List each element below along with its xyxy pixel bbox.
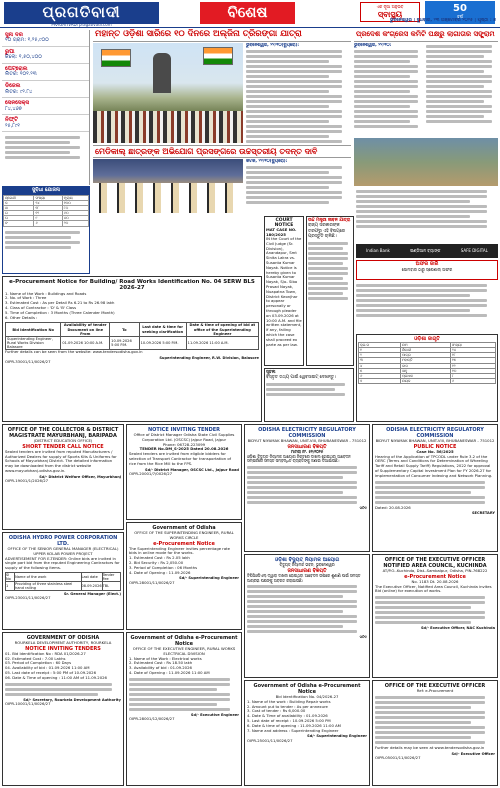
notice-title: ODISHA ELECTRICITY REGULATORY COMMISSION [386, 427, 484, 439]
notice-sign: ସଚିବ [359, 635, 367, 640]
table-cell: ୨୪ [450, 348, 495, 353]
rate-item [2, 115, 89, 132]
table-cell: ୧୮ [450, 353, 495, 358]
notice-body: The Superintending Engineer invites percentage rate bids in online mode for the works. [129, 545, 230, 556]
notice-sign: Sd/- District Welfare Officer, Mayurbhanj [39, 474, 121, 479]
eproc-sign: Superintending Engineer, R.W. Division, Balasore [159, 355, 259, 360]
scheme-table [2, 186, 90, 274]
table-cell: Providing of three stainless steel hand railing [15, 582, 81, 591]
building-repair-notice [244, 680, 370, 786]
scheme-table-notes [3, 227, 89, 253]
table-cell: 10.09.2026 5:00 P.M. [110, 336, 139, 349]
bank-ad-mid: ଇଣ୍ଡିଆନ ବ୍ୟାଙ୍କ [410, 247, 441, 253]
table-cell: କ [4, 200, 34, 205]
notice-date: Dated: 20.08.2026 [375, 504, 411, 510]
middle-article [306, 216, 354, 366]
notice-addr: BIDYUT NIYAMAK BHAWAN, UNIT-VIII, BHUBANESWAR - 751012 [247, 438, 367, 443]
notice-sub: OFFICE OF THE SUPERINTENDING ENGINEER, RURAL WORKS CIRCLE [134, 530, 234, 540]
notice-sign: Sd/- Executive Engineer [190, 712, 239, 717]
table-cell: ଖ [4, 206, 34, 211]
rate-value: ୮୪,୪୬୭ [5, 105, 22, 112]
table-cell: ୨୪ [34, 200, 62, 205]
notice-case: No. 1183 Dt. 20.08.2026 [411, 578, 459, 584]
table-cell: ୪୦ [62, 216, 88, 221]
table-cell: ୪ [359, 363, 401, 368]
notice-item: 3. Cost of tender : Rs 6,000.00 [247, 708, 306, 714]
rate-value: ୧୦ ଗ୍ରାମ: ୧,୨୫,୯୦୦ [5, 37, 49, 44]
rate-item [2, 47, 89, 64]
notice-item: 4. Date & Time of availability : 01.09.2026 [247, 713, 328, 719]
notice-title: Government of Odisha [152, 525, 216, 531]
anniversary-label: ବର୍ଷ [457, 13, 463, 19]
table-cell: ସାହୁ [400, 368, 450, 373]
notice-tender-no: TENDER No.DM_S-2025 Dated 20.08.2026 [139, 446, 229, 452]
table-header: Availability of tender Document on line From [61, 323, 110, 336]
paper-logo-sub: PRAGATIVADI pragativadi.com [51, 23, 112, 27]
rda-tender-notice [2, 632, 124, 786]
table-cell: ୧୨ [34, 211, 62, 216]
table-cell: 11.09.2026 11:00 A.M. [186, 336, 258, 349]
notice-body: ଟିପିସିଓଡିଏଲ୍ ଦ୍ୱାରା ଦାଖଲ ହୋଇଥିବା ଆବେଦନ ଉପରେ ଶୁଣାଣି ପାଇଁ ସମସ୍ତ ଆଗ୍ରହୀ ପକ୍ଷଙ୍କୁ ଅବଗତ କରାଯାଉଛି। [247, 572, 361, 583]
notice-sub: ବିଦ୍ୟୁତ୍ ନିୟାମକ ଭବନ, ଭୁବନେଶ୍ୱର [279, 562, 335, 567]
eproc-title: e-Procurement Notice for Building/ Road Works Identification No. 04 SERW BLS 2026-27 [9, 279, 255, 292]
rate-label: ରୁପା [5, 49, 15, 56]
table-header: Bid Identification No [6, 323, 61, 336]
table-row [6, 582, 121, 591]
notice-item: 02. Estimated Cost : 7.00 Lakhs [5, 655, 66, 661]
table-cell: ଗ [4, 211, 34, 216]
table-cell: Sl No [6, 572, 15, 581]
rates-filler [2, 132, 89, 163]
notice-title: GOVERNMENT OF ODISHA [26, 635, 100, 641]
notice-body: Sealed tenders are invited from eligible bidders for selection of Transport Contractor for transportation of rice from the Rice Mill to the FPS. [129, 451, 232, 466]
oscsc-tender-notice [126, 424, 242, 520]
notice-body: Hearing of the Application of TPCODL under Rule 3.2 of the OERC (Terms and Conditions for Determination of Wheeling Tariff and Retail Supply Tariff) Regulations, 2022 for approval of Supplementary Capital Investment Plan for FY 2026-27 for implementation of Consumer Indexing and Network Planning. [375, 453, 493, 478]
table-cell: ୧୦ [450, 368, 495, 373]
rate-value: ୨୫,୮୯୧ [5, 122, 20, 129]
table-cell: ଙ [4, 221, 34, 226]
notice-case: Case No. 56/2025 [416, 448, 454, 454]
table-cell: Last date [81, 572, 102, 581]
notice-item: 6. Date & time of opening : 11.09.2026 11:00 AM [247, 722, 341, 728]
table-cell: ୬ [359, 373, 401, 378]
oerc-english-notice [372, 424, 498, 552]
table-cell: ଦାସ [400, 363, 450, 368]
rate-label: ସୁନା ଦର [5, 32, 23, 38]
notice-sign: Sd/- Executive Officer, NAC Kuchinda [420, 626, 495, 631]
table-cell: ନାମ [400, 343, 450, 348]
table-cell: ୮୦ [62, 206, 88, 211]
notice-item: 06. Date & Time of opening : 11:00 AM of 11.09.2026 [5, 674, 107, 680]
table-cell: ୬ [34, 221, 62, 226]
rate-item [2, 98, 89, 115]
notice-body: The Executive Officer, Notified Area Council, Kuchinda invites Bid (online) for execution of works. [375, 583, 492, 594]
notice-oipr: OIPR-19001/1/2026/27 [5, 477, 49, 483]
right-table-title: ଓଡ଼ିଶା ଜାଗୃତି [414, 336, 440, 342]
eproc-item: 3. Estimated Cost : As per Detail Rs 6.21 to Rs 26.98 lakh [5, 300, 115, 306]
notice-sub: Bid Identification No. 04/2026-27 [275, 694, 339, 699]
table-cell: ୯ [34, 216, 62, 221]
notice-oipr: OIPR-25001/11/0026/27 [247, 737, 293, 743]
notice-heading: SHORT TENDER CALL NOTICE [22, 443, 104, 450]
notice-item: 3. Period of Completion : 06 Months [129, 564, 198, 570]
people-figure [93, 183, 243, 213]
notice-item: 1. Name of the work : Building Repair works [247, 698, 331, 704]
notice-oipr: OIPR-23001/11/0026/27 [5, 595, 51, 601]
market-rates-column [2, 30, 90, 185]
notice-sign: Sd/- Secretary, Rourkela Development Authority [23, 697, 121, 702]
right-table-block [356, 334, 498, 422]
table-row [6, 336, 259, 349]
table-row [6, 323, 259, 336]
scheme-table-title: ସୁବିଧା ଯୋଜନା [3, 187, 89, 195]
right-middle-article [356, 188, 498, 244]
rate-item [2, 81, 89, 98]
notice-item: 2. Estimated Cost : Rs 18.50 lakh [129, 660, 193, 666]
story1-photo [93, 43, 243, 143]
middle-notice [264, 368, 354, 422]
cover-ad-line2: ସ୍ବାସ୍ଥ୍ୟ [377, 9, 403, 19]
table-cell: Tender Fee [102, 572, 120, 581]
court-body: IN the Court of the Civil Judge (Sr. Division), Anandapur, Smt Sinita Lakra vs. Susanta Kumar Nayak. Notice is hereby given to Susanta Kumar Nayak, S/o- Sibo Prasad Nayak, Nuapatna Town, District Keonjhar to appear personally or through pleader on 03.09.2026 at 10:00 A.M. and file written statement, if any, failing which the case shall proceed ex parte as per law. [266, 236, 302, 347]
table-row [359, 378, 496, 383]
notice-item: 1. Name of the Work : Electrical works [129, 655, 202, 661]
table-cell: ଶିବାଜୀ [400, 348, 450, 353]
notice-item: 2. Amount put to tender : As per annexure [247, 703, 328, 709]
notice-item: 7. Name and address : Superintending Engineer [247, 727, 339, 733]
paper-logo: ପ୍ରଗତିବାଦୀ [4, 2, 159, 24]
ohpc-tender-notice [2, 532, 124, 630]
notice-oipr: OIPR-20001/7/0026/27 [129, 470, 173, 476]
notice-heading: ଜନସାଧାରଣ ବିଜ୍ଞପ୍ତି [287, 567, 327, 574]
notice-title: OFFICE OF THE COLLECTOR & DISTRICT MAGISTRATE MAYURBHANJ, BARIPADA [7, 427, 119, 439]
table-cell: ସଂଖ୍ୟା [450, 343, 495, 348]
notice-heading: e-Procurement Notice [404, 573, 466, 580]
right-lower-article [356, 282, 498, 332]
table-cell: ପ୍ରଧାନ [400, 373, 450, 378]
dateline: ଭୁବନେଶ୍ୱର | ବୁଧବାର, ୨୩ ଅକ୍ଟୋବର ୨୦୨୫ | ପୃଷ୍ଠା : ୭ [389, 18, 496, 23]
notice-addr: BIDYUT NIYAMAK BHAWAN, UNIT-VIII, BHUBANESWAR - 751012 [375, 438, 495, 443]
notice-body: Further details may be seen at www.tendersodisha.gov.in [375, 744, 485, 750]
story1-body [246, 43, 350, 143]
notice-item: 04. Availability of bid : 01.09.2026 11:00 AM [5, 665, 90, 671]
story3-headline: ପ୍ରଦେଶ କଂଗ୍ରେସ କମିଟି ପକ୍ଷରୁ ଲାଗାତାର ସଙ୍ଗ୍ରାମ [354, 29, 498, 42]
notice-sign: Sd/- Superintending Engineer [307, 734, 367, 739]
story3-photo [354, 138, 498, 186]
table-cell: ପାତ୍ର [400, 353, 450, 358]
scheme-table-grid [3, 195, 89, 227]
notice-heading: PUBLIC NOTICE [413, 443, 457, 450]
cover-ad-line1: ଏକ ନୂଆ ଅନୁଭବ [376, 4, 404, 9]
eproc-item: 5. Time of Completion : 3 Months (Three Calender Month) [5, 309, 115, 315]
table-header: Date & time of opening of bid at office of the Superintending Engineer [186, 323, 258, 336]
story2-byline: କଟକ, ୨୨/୧୦(ବ୍ୟୁରୋ): [246, 159, 288, 164]
notice-oipr: OIPR-28001/11/0026/27 [129, 579, 175, 585]
notice-sign: Sd/- Executive Officer [451, 751, 495, 756]
table-cell: ୩ [359, 358, 401, 363]
table-cell: ୨ [359, 353, 401, 358]
rate-value: ଲିଟର: ୯୨.୮୪ [5, 88, 33, 95]
eproc-footer: Further details can be seen from the website: www.tendersodisha.gov.in [5, 349, 143, 355]
middle-notice-title: ସୂଚନା [266, 370, 276, 375]
table-cell: ଶ୍ରେଣୀ [4, 195, 34, 200]
offer-title: ଅଫର ଜାରି [415, 261, 439, 267]
table-cell: ୬୦ [62, 211, 88, 216]
rate-label: ପେଟ୍ରୋଲ [5, 66, 28, 73]
notice-title: Government of Odisha e-Procurement Notice [253, 683, 361, 695]
middle-article-title: ଉଚ୍ଚ ମନ୍ତ୍ରୀ ଜୀବନ ଯାତ୍ରା [308, 218, 351, 223]
table-cell: ୨୦ [62, 221, 88, 226]
notice-title: ଓଡ଼ିଶା ବିଦ୍ୟୁତ୍ ନିୟାମକ ଆୟୋଗ [274, 557, 340, 563]
right-table [358, 342, 496, 384]
table-cell: କ୍ର.ସ [359, 343, 401, 348]
crowd-figure [93, 111, 243, 143]
notice-sub: ROURKELA DEVELOPMENT AUTHORITY, ROURKELA [14, 640, 112, 645]
table-cell: Name of the work [15, 572, 81, 581]
eproc-oipr: OIPR-33001/11/0026/27 [5, 359, 51, 365]
bank-ad-right: SAFE DIGITAL [460, 247, 488, 253]
rate-item [2, 30, 89, 47]
notice-case: ମାମଲା ନଂ. ୫୨/୨୦୨୫ [290, 448, 324, 454]
notice-title: NOTICE INVITING TENDER [147, 427, 221, 433]
table-cell: ୧୦୦ [62, 200, 88, 205]
notice-oipr: OIPR-28001/12/0026/27 [129, 715, 175, 721]
notice-sign: Sr. General Manager (Elect.) [63, 592, 121, 597]
table-cell: 10.09.2026 5:00 P.M. [139, 336, 186, 349]
notice-sign: ସଚିବ [359, 506, 367, 511]
notice-title: OFFICE OF THE EXECUTIVE OFFICER [384, 683, 486, 689]
notice-sub: (DISTRICT EDUCATION OFFICE) [33, 438, 93, 443]
eproc-item: 6. Other Details : [5, 314, 38, 320]
notice-item: 1. Estimated Cost : Rs 2.05 lakh [129, 555, 190, 561]
notice-title: OFFICE OF THE EXECUTIVE OFFICER [384, 557, 486, 563]
rate-item [2, 64, 89, 81]
table-cell: ମହାନ୍ତି [400, 358, 450, 363]
court-case: MAT CASE NO. 180/2025 [266, 227, 297, 237]
table-cell: ୬ [450, 378, 495, 383]
table-cell: 01.09.2026 10:00 A.M. [61, 336, 110, 349]
flag-icon [101, 49, 131, 67]
eproc-item: 1. Name of the Work : Buildings and Roads [5, 290, 87, 296]
eproc-table [5, 322, 259, 350]
table-cell: ୧୫ [450, 358, 495, 363]
notice-title: ODISHA ELECTRICITY REGULATORY COMMISSION [258, 427, 356, 439]
rate-label: ଡିଜେଲ [5, 83, 21, 90]
notice-oipr: OIPR-10001/11/0026/27 [5, 700, 51, 706]
court-title: COURT NOTICE [274, 218, 294, 229]
table-cell: ୧୨ [450, 363, 495, 368]
notice-item: 03. Period of Completion : 60 Days [5, 660, 72, 666]
story2-body [246, 159, 350, 213]
ohpc-table [5, 572, 121, 591]
table-cell: ୭ [359, 378, 401, 383]
notice-item: 05. Last date of receipt : 5:00 PM of 10.09.2026 [5, 669, 96, 675]
notice-title: Government of Odisha e-Procurement Notice [130, 635, 238, 647]
rate-label: ସେନସେକ୍ସ [5, 100, 30, 107]
notice-heading: e-Procurement Notice [153, 540, 215, 547]
executive-officer-notice [372, 680, 498, 786]
bank-ad-band [356, 244, 498, 258]
table-row [4, 221, 89, 226]
notice-sub: OFFICE OF THE SENIOR GENERAL MANAGER (ELECTRICAL) UPPER KOLAB POWER PROJECT [7, 546, 119, 556]
notice-item: 4. Date of Opening : 11.09.2026 [129, 569, 191, 575]
table-cell: 1 [6, 582, 15, 591]
rate-value: କିଲୋ: ୧,୫୦,୪୦୦ [5, 54, 42, 61]
table-cell: Superintending Engineer, Rural Works Division Balasore [6, 336, 61, 349]
story1-byline: ଭୁବନେଶ୍ୱର, ୨୨/୧୦(ବ୍ୟୁରୋ): [246, 43, 300, 48]
offer-text: ସୋମବାର ଠାରୁ ସ୍ପେଶାଲ୍ ଅଫର [401, 266, 453, 272]
bank-ad-left: Indian Bank [366, 247, 390, 253]
notice-sign: Sd/- Superintending Engineer [179, 576, 239, 581]
middle-notice-body: ବିସ୍ତୃତ ତଥ୍ୟ ପାଇଁ ୱେବସାଇଟ୍ ଦେଖନ୍ତୁ। [266, 375, 336, 381]
table-cell: ଘ [4, 216, 34, 221]
notice-sign: SECRETARY [471, 511, 495, 516]
notice-item: 2. Bid Security : Rs 2,050.00 [129, 559, 184, 565]
offer-box [356, 260, 498, 280]
table-cell: ୫ [359, 368, 401, 373]
table-cell: 08.09.2026 [81, 582, 102, 591]
table-cell: ୧୮ [34, 206, 62, 211]
rwed-eproc-notice [126, 632, 242, 786]
story2-headline: ମେଡିକାଲ୍ ଛାତ୍ରଙ୍କ ଅଭିଯୋଗ ପ୍ରସଙ୍ଗରେ ଉଚ୍ଚସ୍ତରୀୟ ତଦନ୍ତ ଦାବି [93, 145, 351, 158]
table-cell: ସଂଖ୍ୟା [34, 195, 62, 200]
table-cell: ୧ [359, 348, 401, 353]
table-cell: TBL [102, 582, 120, 591]
oerc-odia-notice [244, 424, 370, 552]
notice-oipr: OIPR-05001/11/0026/27 [375, 754, 421, 760]
anniversary-number: 50 [453, 3, 467, 14]
notice-sub: OFFICE OF THE EXECUTIVE ENGINEER, RURAL WORKS ELECTRICAL DIVISION [132, 646, 236, 656]
flag-icon [203, 47, 233, 65]
notice-item: 3. Availability of bid : 01.09.2026 [129, 665, 192, 671]
table-header: To [110, 323, 139, 336]
table-cell: ୮ [450, 373, 495, 378]
statue-figure [153, 53, 171, 93]
court-notice [264, 216, 304, 366]
oerc-odia-notice-2 [244, 554, 370, 678]
notice-body: ଓଡ଼ିଶା ବିଦ୍ୟୁତ ନିୟାମକ ଆୟୋଗ ନିକଟରେ ଦାଖଲ ହୋଇଥିବା ଆବେଦନ ସମ୍ପର୍କରେ ସମସ୍ତ ସମ୍ବନ୍ଧିତ ବ୍ୟକ୍ତିଙ୍କୁ ଜଣାଇ ଦିଆଯାଉଛି। [247, 453, 351, 464]
table-row [6, 572, 121, 581]
table-cell: ମୂଲ୍ୟ [62, 195, 88, 200]
eprocurement-notice [2, 276, 262, 422]
notice-sign: Sd/- District Manager, OSCSC Ltd., Jajpur Road [144, 467, 239, 472]
eproc-item: 2. No. of Work : Three [5, 295, 47, 301]
story2-photo [93, 159, 243, 213]
collector-tender-notice [2, 424, 124, 530]
notice-body: ADVERTISEMENT FOR E-TENDER: Online bids are invited in single part bid from the reputed Engineering Contractors for supply of the following items. [5, 555, 120, 571]
notice-item: 5. Last date of receipt : 10.09.2026 5:00 PM [247, 717, 331, 723]
notice-org: Office of District Manager Odisha State Civil Supplies Corporation Ltd. (OSCSC) Jajpur Road, Jajpur [133, 432, 235, 442]
notice-heading: ଜନସାଧାରଣ ବିଜ୍ଞପ୍ତି [287, 443, 327, 450]
table-header: Last date & time for seeking clarification [139, 323, 186, 336]
nac-kuchinda-notice [372, 554, 498, 678]
table-cell: ନାୟକ [400, 378, 450, 383]
notice-title: ODISHA HYDRO POWER CORPORATION LTD. [8, 535, 118, 547]
section-title: ବିଶେଷ [200, 2, 295, 24]
notice-item: 01. Bid Identification No : RDA 01/2026-27 [5, 650, 86, 656]
story3-byline: ଭୁବନେଶ୍ୱର, ୨୨/୧୦: [354, 43, 392, 48]
notice-addr: AT/P.O.-Kuchinda, Dist.-Sambalpur, Odisha, PIN-768222 [382, 568, 488, 573]
notice-heading: NOTICE INVITING TENDERS [25, 645, 101, 652]
notice-sub: NOTIFIED AREA COUNCIL, KUCHINDA [383, 563, 487, 569]
rate-value: ଲିଟର: ୧୦୧.୨୩ [5, 71, 37, 78]
notice-item: 4. Date of Opening : 11.09.2026 11:00 AM [129, 669, 210, 675]
eproc-item: 4. Class of Contractor : 'D' & 'B' Class [5, 305, 77, 311]
rwd-eproc-notice [126, 522, 242, 630]
notice-sub: Ref: e-Procurement [416, 688, 454, 693]
rate-label: ନିଫ୍ଟି [5, 117, 18, 124]
story1-headline: ମହାନ୍ତ ଓଡ଼ିଶା ସାରିରେ ୧୦ ଦିନରେ ଅଲ୍ଜିନା ତ୍ରିରଙ୍ଗା ଯାତ୍ରା [93, 29, 351, 42]
middle-article-body: ରାଜ୍ୟ ସରକାରଙ୍କ ତରଫରୁ ଏହି ବିଷୟରେ ପ୍ରସ୍ତୁତି ଚାଲିଛି। [308, 223, 346, 240]
notice-phone: Phone: 06728-223099 [162, 441, 206, 447]
notice-body: Sealed tenders are invited from reputed Manufacturers / Authorized Dealers for supply of Sports Kits & Uniforms for Schools of Mayurbhanj District. The detailed information may be downloaded from the district website www.mayurbhanj.odisha.gov.in. [5, 448, 117, 473]
